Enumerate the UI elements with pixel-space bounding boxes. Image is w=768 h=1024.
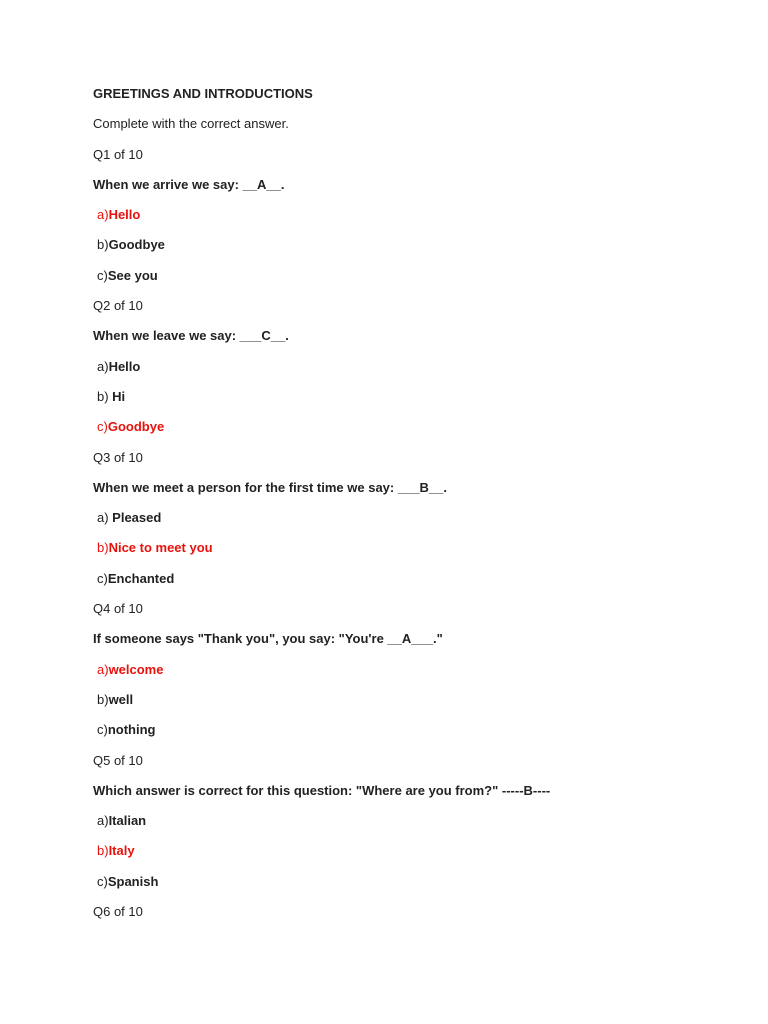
option-text: Italian	[108, 813, 147, 829]
question-counter: Q2 of 10	[93, 298, 143, 314]
option-letter: c)	[97, 873, 108, 889]
option-letter: a)	[97, 661, 109, 677]
answer-option	[93, 811, 733, 841]
question-counter: Q3 of 10	[93, 449, 143, 465]
option-letter: b)	[97, 691, 109, 707]
option-letter: c)	[97, 722, 108, 738]
answer-option	[93, 205, 733, 235]
question-text: If someone says "Thank you", you say: "You're __A___."	[93, 631, 443, 647]
answer-option	[93, 720, 733, 750]
answer-option	[93, 569, 733, 599]
answer-option	[93, 690, 733, 720]
question-text: When we arrive we say: __A__.	[93, 176, 285, 192]
option-text: Nice to meet you	[108, 540, 213, 556]
answer-option	[93, 387, 733, 417]
answer-option	[93, 266, 733, 296]
option-text: Hi	[112, 388, 126, 404]
question-text: When we leave we say: ___C__.	[93, 328, 289, 344]
question-counter: Q6 of 10	[93, 904, 143, 920]
option-letter: b)	[97, 388, 113, 404]
option-text: Goodbye	[108, 237, 165, 253]
option-letter: a)	[97, 510, 113, 526]
option-letter: a)	[97, 813, 109, 829]
answer-option	[93, 417, 733, 447]
instruction-text: Complete with the correct answer.	[93, 116, 289, 132]
answer-option	[93, 538, 733, 568]
option-letter: c)	[97, 267, 108, 283]
option-letter: b)	[97, 237, 109, 253]
question-text: When we meet a person for the first time we say: ___B__.	[93, 479, 448, 495]
option-letter: c)	[97, 570, 108, 586]
option-text: Hello	[108, 207, 141, 223]
option-text: welcome	[108, 661, 164, 677]
option-text: nothing	[107, 722, 156, 738]
answer-option	[93, 872, 733, 902]
option-letter: a)	[97, 207, 109, 223]
answer-option	[93, 235, 733, 265]
answer-option	[93, 660, 733, 690]
document-page	[93, 84, 733, 932]
answer-option	[93, 357, 733, 387]
question-text: Which answer is correct for this question: "Where are you from?" -----B----	[93, 782, 551, 798]
question-counter: Q5 of 10	[93, 752, 143, 768]
option-text: Enchanted	[107, 570, 175, 586]
option-text: See you	[107, 267, 158, 283]
option-text: Goodbye	[107, 419, 165, 435]
option-text: Pleased	[112, 510, 162, 526]
answer-option	[93, 508, 733, 538]
question-counter: Q4 of 10	[93, 601, 143, 617]
answer-option	[93, 841, 733, 871]
option-letter: a)	[97, 358, 109, 374]
page-title: GREETINGS AND INTRODUCTIONS	[93, 86, 313, 101]
option-text: Hello	[108, 358, 141, 374]
option-text: well	[108, 691, 134, 707]
option-text: Italy	[108, 843, 135, 859]
option-text: Spanish	[107, 873, 159, 889]
option-letter: c)	[97, 419, 108, 435]
option-letter: b)	[97, 540, 109, 556]
question-counter: Q1 of 10	[93, 146, 143, 162]
option-letter: b)	[97, 843, 109, 859]
